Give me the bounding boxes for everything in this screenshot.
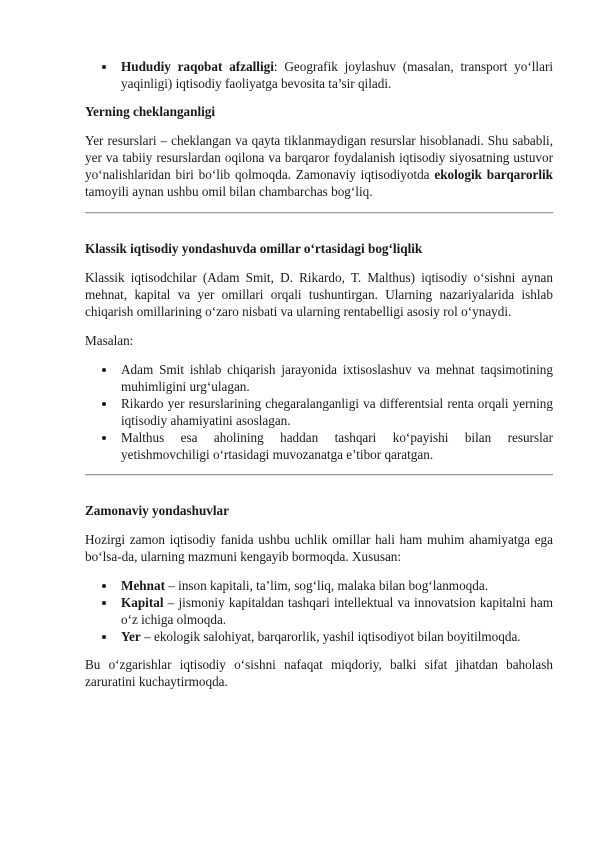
bullet-icon (102, 601, 106, 605)
section-heading-modern: Zamonaviy yondashuvlar (85, 503, 230, 518)
horizontal-divider (85, 474, 553, 476)
section-paragraph-land (85, 132, 553, 200)
list-item-term: Kapital (121, 595, 164, 610)
list-item (85, 594, 553, 628)
section-heading-classic: Klassik iqtisodiy yondashuvda omillar o‘rtasidagi bog‘liqlik (85, 241, 423, 256)
horizontal-divider (85, 212, 553, 214)
list-item (85, 395, 553, 429)
list-item-term: Yer (121, 629, 141, 644)
intro-list (85, 58, 553, 92)
bullet-icon (102, 368, 106, 372)
bullet-icon (102, 584, 106, 588)
list-item-text: Adam Smit ishlab chiqarish jarayonida ixtisoslashuv va mehnat taqsimotining muhimligini urg‘ulagan. (121, 362, 553, 394)
paragraph-bold-term: ekologik barqarorlik (434, 167, 553, 182)
list-item-text: – ekologik salohiyat, barqarorlik, yashil iqtisodiyot bilan boyitilmoqda. (140, 629, 521, 644)
example-label: Masalan: (85, 333, 134, 348)
paragraph-text: Yer resurslari – cheklangan va qayta tiklanmaydigan resurslar hisoblanadi. Shu sababli, yer va tabiiy resurslardan oqilona va barqaror foydalanish iqtisodiy siyosatning ustuvor yo‘nalishlaridan biri bo‘lib qolmoqda. Zamonaviy iqtisodiyotda (85, 133, 553, 182)
section-heading-land: Yerning cheklanganligi (85, 104, 216, 119)
section-paragraph-classic: Klassik iqtisodchilar (Adam Smit, D. Rikardo, T. Malthus) iqtisodiy o‘sishni aynan mehnat, kapital va yer omillari orqali tushuntirgan. Ularning nazariyalarida ishlab chiqarish omillarining o‘zaro nisbati va ularning rentabelligi asosiy rol o‘ynaydi. (85, 270, 553, 319)
modern-list (85, 577, 553, 645)
list-item-text: : Geografik joylashuv (masalan, transport yo‘llari yaqinligi) iqtisodiy faoliyatga bevosita ta’sir qiladi. (121, 59, 554, 91)
paragraph-text: tamoyili aynan ushbu omil bilan chambarchas bog‘liq. (85, 184, 373, 199)
list-item (85, 361, 553, 395)
list-item-text: – jismoniy kapitaldan tashqari intellektual va innovatsion kapitalni ham o‘z ichiga olmoqda. (121, 595, 553, 627)
conclusion-paragraph: Bu o‘zgarishlar iqtisodiy o‘sishni nafaqat miqdoriy, balki sifat jihatdan baholash zaruratini kuchaytirmoqda. (85, 657, 553, 689)
list-item-term: Hududiy raqobat afzalligi (121, 59, 274, 74)
section-paragraph-modern: Hozirgi zamon iqtisodiy fanida ushbu uchlik omillar hali ham muhim ahamiyatga ega bo‘lsa-da, ularning mazmuni kengayib bormoqda. Xususan: (85, 532, 553, 564)
list-item-text: Malthus esa aholining haddan tashqari ko‘payishi bilan resurslar yetishmovchiligi o‘rtasidagi muvozanatga e’tibor qaratgan. (121, 430, 553, 462)
list-item-term: Mehnat (121, 578, 165, 593)
list-item (85, 58, 553, 92)
list-item-text: – inson kapitali, ta’lim, sog‘liq, malaka bilan bog‘lanmoqda. (164, 578, 488, 593)
bullet-icon (102, 65, 106, 69)
document-page (85, 58, 553, 702)
bullet-icon (102, 436, 106, 440)
bullet-icon (102, 402, 106, 406)
list-item (85, 628, 553, 645)
classic-list (85, 361, 553, 463)
list-item (85, 429, 553, 463)
bullet-icon (102, 635, 106, 639)
list-item (85, 577, 553, 594)
list-item-text: Rikardo yer resurslarining chegaralanganligi va differentsial renta orqali yerning iqtisodiy ahamiyatini asoslagan. (121, 396, 553, 428)
